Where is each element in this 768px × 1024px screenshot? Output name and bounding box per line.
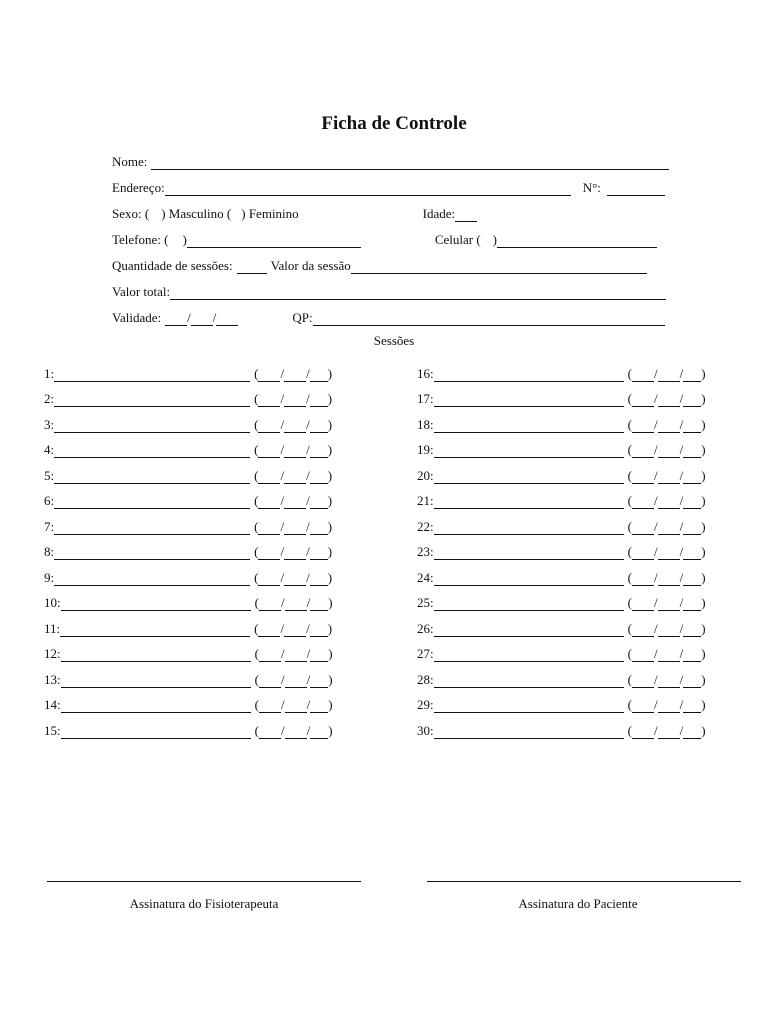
session-date-field[interactable]: ( / / )	[627, 646, 706, 661]
sessions-right-column	[417, 356, 706, 739]
qp-field[interactable]	[313, 313, 665, 326]
telefone-label: Telefone: (	[112, 232, 169, 247]
session-number: 11:	[44, 620, 61, 636]
session-number: 24:	[417, 569, 434, 585]
session-date-field[interactable]: ( / / )	[627, 671, 706, 687]
session-signature-field[interactable]	[54, 496, 250, 509]
session-row	[44, 484, 333, 510]
session-signature-field[interactable]	[434, 547, 624, 560]
session-number: 30:	[417, 722, 434, 738]
session-date-field[interactable]: ( / / )	[627, 365, 706, 381]
session-number: 27:	[417, 646, 434, 661]
session-number: 28:	[417, 671, 434, 687]
session-row	[44, 713, 333, 739]
session-date-field[interactable]: ( / / )	[254, 671, 333, 687]
validade-label: Validade:	[112, 310, 162, 325]
session-date-field[interactable]: ( / / )	[254, 544, 333, 559]
valor-total-row	[112, 282, 666, 300]
session-row	[44, 688, 333, 714]
session-signature-field[interactable]	[434, 624, 624, 637]
session-number: 7:	[44, 518, 55, 534]
session-signature-field[interactable]	[434, 369, 624, 382]
celular-label: Celular (	[434, 232, 481, 247]
session-signature-field[interactable]	[434, 675, 624, 688]
session-row	[417, 637, 706, 663]
session-number: 15:	[44, 722, 61, 738]
session-number: 1:	[44, 365, 55, 381]
session-row	[417, 407, 706, 433]
session-number: 9:	[44, 569, 55, 585]
session-row	[417, 433, 706, 459]
session-date-field[interactable]: ( / / )	[254, 416, 333, 432]
session-date-field[interactable]: ( / / )	[627, 416, 706, 432]
session-row	[44, 458, 333, 484]
session-date-field[interactable]: ( / / )	[627, 391, 706, 406]
session-signature-field[interactable]	[54, 522, 250, 535]
validade-year-field[interactable]	[216, 313, 238, 326]
session-row	[417, 688, 706, 714]
session-number: 22:	[417, 518, 434, 534]
telefone-row	[112, 230, 657, 248]
session-signature-field[interactable]	[434, 471, 624, 484]
session-signature-field[interactable]	[434, 445, 624, 458]
session-row	[44, 356, 333, 382]
session-date-field[interactable]: ( / / )	[627, 697, 706, 712]
session-number: 14:	[44, 697, 61, 712]
session-signature-field[interactable]	[434, 522, 624, 535]
session-signature-field[interactable]	[61, 598, 251, 611]
session-number: 10:	[44, 595, 61, 610]
session-date-field[interactable]: ( / / )	[627, 595, 706, 610]
endereco-label: Endereço:	[112, 180, 165, 195]
session-number: 26:	[417, 620, 434, 636]
session-row	[417, 713, 706, 739]
celular-close: )	[492, 232, 498, 247]
session-number: 17:	[417, 391, 434, 406]
endereco-row	[112, 178, 665, 196]
session-date-field[interactable]: ( / / )	[627, 620, 706, 636]
validade-sep2: /	[212, 310, 217, 325]
session-number: 23:	[417, 544, 434, 559]
session-date-field[interactable]: ( / / )	[254, 697, 333, 712]
nome-label: Nome:	[112, 154, 148, 169]
sessions-left-column	[44, 356, 333, 739]
session-date-field[interactable]: ( / / )	[254, 646, 333, 661]
validade-month-field[interactable]	[191, 313, 213, 326]
telefone-close: )	[182, 232, 187, 247]
validade-sep1: /	[187, 310, 191, 325]
valor-total-field[interactable]	[170, 287, 666, 300]
session-row	[44, 637, 333, 663]
session-date-field[interactable]: ( / / )	[254, 493, 333, 508]
session-date-field[interactable]: ( / / )	[627, 442, 706, 457]
session-number: 5:	[44, 467, 55, 483]
session-row	[44, 586, 333, 612]
sessoes-heading: Sessões	[373, 333, 415, 348]
feminino-label: ) Feminino	[241, 206, 299, 221]
session-date-field[interactable]: ( / / )	[254, 391, 333, 406]
session-signature-field[interactable]	[54, 547, 250, 560]
session-date-field[interactable]: ( / / )	[627, 544, 706, 559]
session-signature-field[interactable]	[61, 700, 251, 713]
session-date-field[interactable]: ( / / )	[254, 722, 333, 738]
session-number: 13:	[44, 671, 61, 687]
quantidade-field[interactable]	[237, 261, 267, 274]
session-row	[44, 509, 333, 535]
session-signature-field[interactable]	[434, 496, 624, 509]
session-signature-field[interactable]	[54, 471, 250, 484]
session-row	[44, 535, 333, 561]
endereco-field[interactable]	[165, 183, 571, 196]
idade-label: Idade:	[422, 206, 456, 221]
session-date-field[interactable]: ( / / )	[627, 722, 706, 738]
numero-label: N°:	[582, 180, 601, 195]
numero-field[interactable]	[607, 183, 665, 196]
session-number: 16:	[417, 365, 434, 381]
session-number: 20:	[417, 467, 434, 483]
quantidade-label: Quantidade de sessões:	[112, 258, 233, 273]
telefone-field[interactable]	[187, 235, 361, 248]
session-signature-field[interactable]	[434, 700, 624, 713]
session-row	[417, 458, 706, 484]
session-signature-field[interactable]	[54, 394, 250, 407]
fisioterapeuta-signature-line[interactable]	[47, 880, 361, 882]
sexo-label: Sexo: (	[112, 206, 150, 221]
session-row	[417, 356, 706, 382]
session-number: 4:	[44, 442, 55, 457]
session-row	[417, 484, 706, 510]
session-row	[44, 662, 333, 688]
session-number: 21:	[417, 493, 434, 508]
valor-total-label: Valor total:	[112, 284, 171, 299]
session-row	[417, 662, 706, 688]
session-date-field[interactable]: ( / / )	[254, 518, 333, 534]
session-row	[44, 433, 333, 459]
session-signature-field[interactable]	[434, 394, 624, 407]
session-date-field[interactable]: ( / / )	[627, 493, 706, 508]
session-number: 8:	[44, 544, 55, 559]
celular-field[interactable]	[497, 235, 657, 248]
validade-row	[112, 308, 665, 326]
session-signature-field[interactable]	[54, 573, 250, 586]
session-signature-field[interactable]	[434, 573, 624, 586]
masculino-label: ) Masculino (	[161, 206, 232, 221]
session-date-field[interactable]: ( / / )	[627, 467, 706, 483]
session-row	[417, 382, 706, 408]
session-row	[417, 586, 706, 612]
session-date-field[interactable]: ( / / )	[254, 467, 333, 483]
session-date-field[interactable]: ( / / )	[254, 442, 333, 457]
session-number: 19:	[417, 442, 434, 457]
session-row	[44, 382, 333, 408]
session-signature-field[interactable]	[61, 675, 251, 688]
session-row	[417, 509, 706, 535]
session-date-field[interactable]: ( / / )	[254, 595, 333, 610]
session-signature-field[interactable]	[434, 420, 624, 433]
session-date-field[interactable]: ( / / )	[627, 518, 706, 534]
page-title: Ficha de Controle	[321, 113, 467, 134]
session-number: 29:	[417, 697, 434, 712]
paciente-signature-line[interactable]	[427, 880, 741, 882]
session-signature-field[interactable]	[434, 598, 624, 611]
validade-day-field[interactable]	[165, 313, 187, 326]
paciente-signature-label: Assinatura do Paciente	[518, 896, 638, 911]
valor-sessao-label: Valor da sessão	[270, 258, 351, 273]
session-signature-field[interactable]	[60, 624, 250, 637]
session-signature-field[interactable]	[54, 420, 250, 433]
session-signature-field[interactable]	[434, 649, 624, 662]
session-date-field[interactable]: ( / / )	[627, 569, 706, 585]
session-signature-field[interactable]	[61, 726, 251, 739]
nome-row	[112, 152, 669, 170]
session-signature-field[interactable]	[54, 445, 250, 458]
session-number: 18:	[417, 416, 434, 432]
session-row	[417, 611, 706, 637]
session-signature-field[interactable]	[54, 369, 250, 382]
fisioterapeuta-signature-label: Assinatura do Fisioterapeuta	[129, 896, 279, 911]
session-row	[44, 560, 333, 586]
session-signature-field[interactable]	[434, 726, 624, 739]
sexo-row	[112, 204, 477, 222]
session-number: 3:	[44, 416, 55, 432]
session-signature-field[interactable]	[61, 649, 251, 662]
session-row	[417, 535, 706, 561]
session-number: 6:	[44, 493, 55, 508]
valor-sessao-field[interactable]	[351, 261, 647, 274]
session-number: 12:	[44, 646, 61, 661]
qp-label: QP:	[292, 310, 313, 325]
quantidade-row	[112, 256, 647, 274]
session-date-field[interactable]: ( / / )	[254, 569, 333, 585]
session-number: 2:	[44, 391, 55, 406]
session-date-field[interactable]: ( / / )	[254, 365, 333, 381]
session-row	[44, 611, 333, 637]
session-number: 25:	[417, 595, 434, 610]
session-row	[44, 407, 333, 433]
idade-field[interactable]	[455, 209, 477, 222]
session-row	[417, 560, 706, 586]
session-date-field[interactable]: ( / / )	[254, 620, 333, 636]
nome-field[interactable]	[151, 157, 669, 170]
